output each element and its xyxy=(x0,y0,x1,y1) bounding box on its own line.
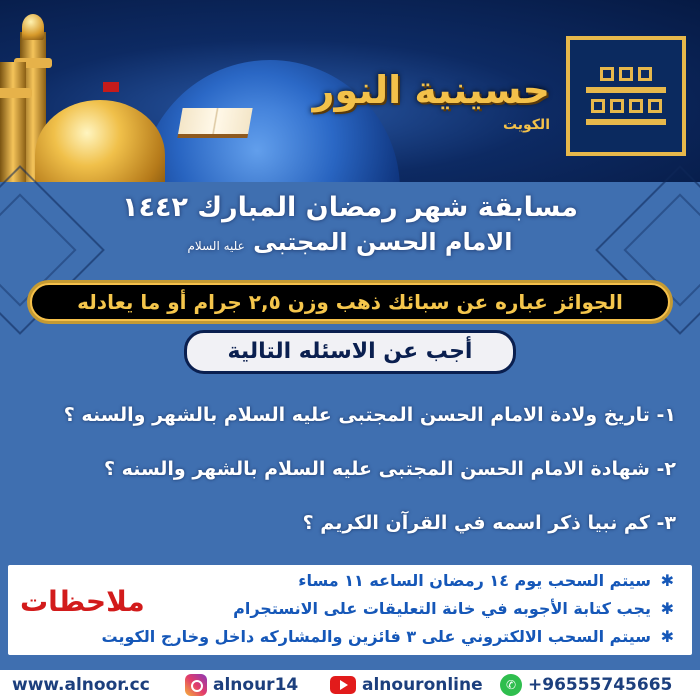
quran-book-image xyxy=(177,108,252,138)
imam-name: الامام الحسن المجتبى xyxy=(253,228,513,256)
answer-prompt: أجب عن الاسئله التالية xyxy=(184,330,516,374)
youtube-handle[interactable]: alnouronline xyxy=(362,675,483,695)
bullet-star-icon: ✱ xyxy=(660,599,674,618)
alnoor-logo xyxy=(566,36,686,156)
website-link[interactable]: www.alnoor.cc xyxy=(12,675,150,695)
question-3: ٣- كم نبيا ذكر اسمه في القرآن الكريم ؟ xyxy=(302,512,676,534)
competition-subtitle xyxy=(0,228,700,256)
header-title: حسينية النور xyxy=(312,68,550,112)
prize-banner: الجوائز عباره عن سبائك ذهب وزن ٢,٥ جرام أو ما يعادله xyxy=(30,283,670,321)
question-2: ٢- شهادة الامام الحسن المجتبى عليه السلام بالشهر والسنه ؟ xyxy=(104,458,676,480)
flag-image xyxy=(103,82,119,92)
header-banner xyxy=(0,0,700,182)
note-item: ✱ سيتم السحب الالكتروني على ٣ فائزين والمشاركه داخل وخارج الكويت xyxy=(101,627,674,646)
question-1: ١- تاريخ ولادة الامام الحسن المجتبى عليه السلام بالشهر والسنه ؟ xyxy=(63,404,676,426)
whatsapp-icon: ✆ xyxy=(500,674,522,696)
notes-title: ملاحظات xyxy=(20,585,145,618)
footer-youtube[interactable] xyxy=(330,670,483,700)
minaret-cap xyxy=(22,14,44,40)
competition-title: مسابقة شهر رمضان المبارك ١٤٤٢ xyxy=(122,192,578,223)
bullet-star-icon: ✱ xyxy=(660,571,674,590)
imam-honorific: عليه السلام xyxy=(187,239,245,253)
footer-website[interactable] xyxy=(12,670,150,700)
bullet-star-icon: ✱ xyxy=(660,627,674,646)
note-item: ✱ سيتم السحب يوم ١٤ رمضان الساعه ١١ مساء xyxy=(298,571,674,590)
whatsapp-number[interactable]: +96555745665 xyxy=(528,675,673,695)
footer-bar xyxy=(0,670,700,700)
note-item: ✱ يجب كتابة الأجوبه في خانة التعليقات على الانستجرام xyxy=(233,599,674,618)
instagram-icon xyxy=(185,674,207,696)
footer-whatsapp[interactable] xyxy=(500,670,672,700)
instagram-handle[interactable]: alnour14 xyxy=(213,675,299,695)
youtube-icon xyxy=(330,676,356,694)
footer-instagram[interactable] xyxy=(185,670,298,700)
notes-box xyxy=(8,565,692,655)
dome-image xyxy=(35,100,165,182)
minaret-image xyxy=(0,62,26,182)
header-subtitle: الكويت xyxy=(502,117,550,133)
